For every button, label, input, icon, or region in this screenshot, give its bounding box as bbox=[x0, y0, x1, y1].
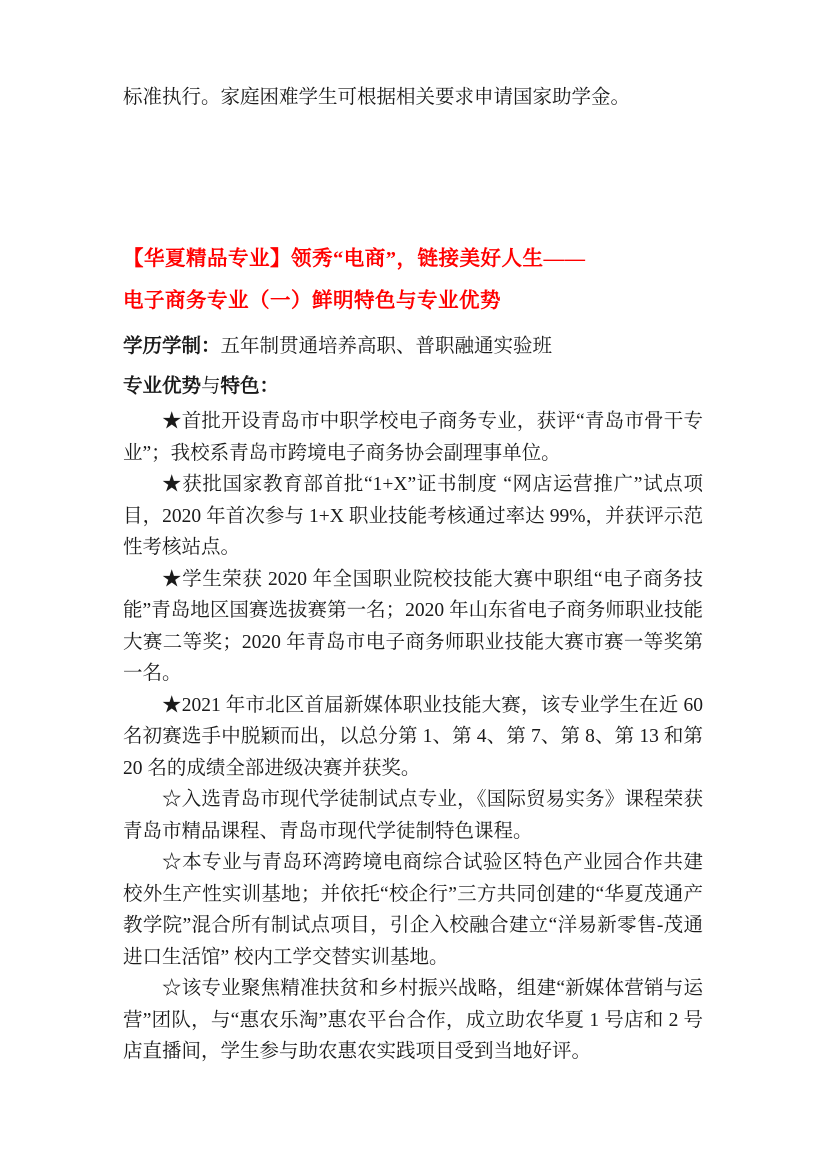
feature-bullet bbox=[123, 564, 703, 690]
advantages-list bbox=[123, 406, 703, 1068]
section-title-line2: 电子商务专业（一）鲜明特色与专业优势 bbox=[123, 290, 501, 312]
feature-bullet bbox=[123, 973, 703, 1068]
document-content bbox=[123, 82, 703, 1068]
advantages-heading bbox=[123, 371, 703, 403]
advantages-heading-part3: 特色： bbox=[220, 376, 280, 397]
hollow-star-marker: ☆ bbox=[162, 852, 183, 873]
advantages-heading-part1: 专业优势 bbox=[123, 376, 202, 397]
feature-bullet bbox=[123, 847, 703, 973]
section-title-line1: 【华夏精品专业】领秀“电商”，链接美好人生—— bbox=[123, 248, 586, 270]
feature-bullet bbox=[123, 690, 703, 785]
feature-bullet-text: 入选青岛市现代学徒制试点专业，《国际贸易实务》课程荣获青岛市精品课程、青岛市现代学徒制特色课程。 bbox=[123, 789, 703, 842]
feature-bullet-text: 首批开设青岛市中职学校电子商务专业，获评“青岛市骨干专业”；我校系青岛市跨境电子商务协会副理事单位。 bbox=[123, 411, 703, 464]
star-marker: ★ bbox=[162, 474, 183, 495]
star-marker: ★ bbox=[162, 694, 182, 716]
intro-paragraph: 标准执行。家庭困难学生可根据相关要求申请国家助学金。 bbox=[123, 87, 631, 108]
hollow-star-marker: ☆ bbox=[162, 789, 182, 810]
feature-bullet-text: 本专业与青岛环湾跨境电商综合试验区特色产业园合作共建校外生产性实训基地；并依托“校企行”三方共同创建的“华夏茂通产教学院”混合所有制试点项目，引企入校融合建立“洋易新零售-茂通进口生活馆” 校内工学交替实训基地。 bbox=[123, 852, 703, 968]
program-duration-label: 学历学制： bbox=[123, 336, 221, 357]
feature-bullet-text: 获批国家教育部首批“1+X”证书制度 “网店运营推广”试点项目，2020 年首次参与 1+X 职业技能考核通过率达 99%，并获评示范性考核站点。 bbox=[123, 474, 703, 558]
feature-bullet-text: 2021 年市北区首届新媒体职业技能大赛，该专业学生在近 60 名初赛选手中脱颖而出，以总分第 1、第 4、第 7、第 8、第 13 和第 20 名的成绩全部进级决赛并获奖。 bbox=[123, 694, 703, 779]
feature-bullet bbox=[123, 784, 703, 847]
program-duration-line bbox=[123, 331, 703, 363]
hollow-star-marker: ☆ bbox=[162, 978, 182, 999]
feature-bullet bbox=[123, 469, 703, 564]
advantages-heading-part2: 与 bbox=[201, 376, 221, 397]
star-marker: ★ bbox=[162, 411, 182, 432]
feature-bullet-text: 学生荣获 2020 年全国职业院校技能大赛中职组“电子商务技能”青岛地区国赛选拔赛第一名；2020 年山东省电子商务师职业技能大赛二等奖；2020 年青岛市电子商务师职业技能大赛市赛一等奖第一名。 bbox=[123, 568, 703, 684]
star-marker: ★ bbox=[162, 568, 183, 590]
feature-bullet-text: 该专业聚焦精准扶贫和乡村振兴战略，组建“新媒体营销与运营”团队，与“惠农乐淘”惠农平台合作，成立助农华夏 1 号店和 2 号店直播间，学生参与助农惠农实践项目受到当地好评。 bbox=[123, 978, 703, 1062]
feature-bullet bbox=[123, 406, 703, 469]
program-duration-value: 五年制贯通培养高职、普职融通实验班 bbox=[220, 336, 553, 357]
